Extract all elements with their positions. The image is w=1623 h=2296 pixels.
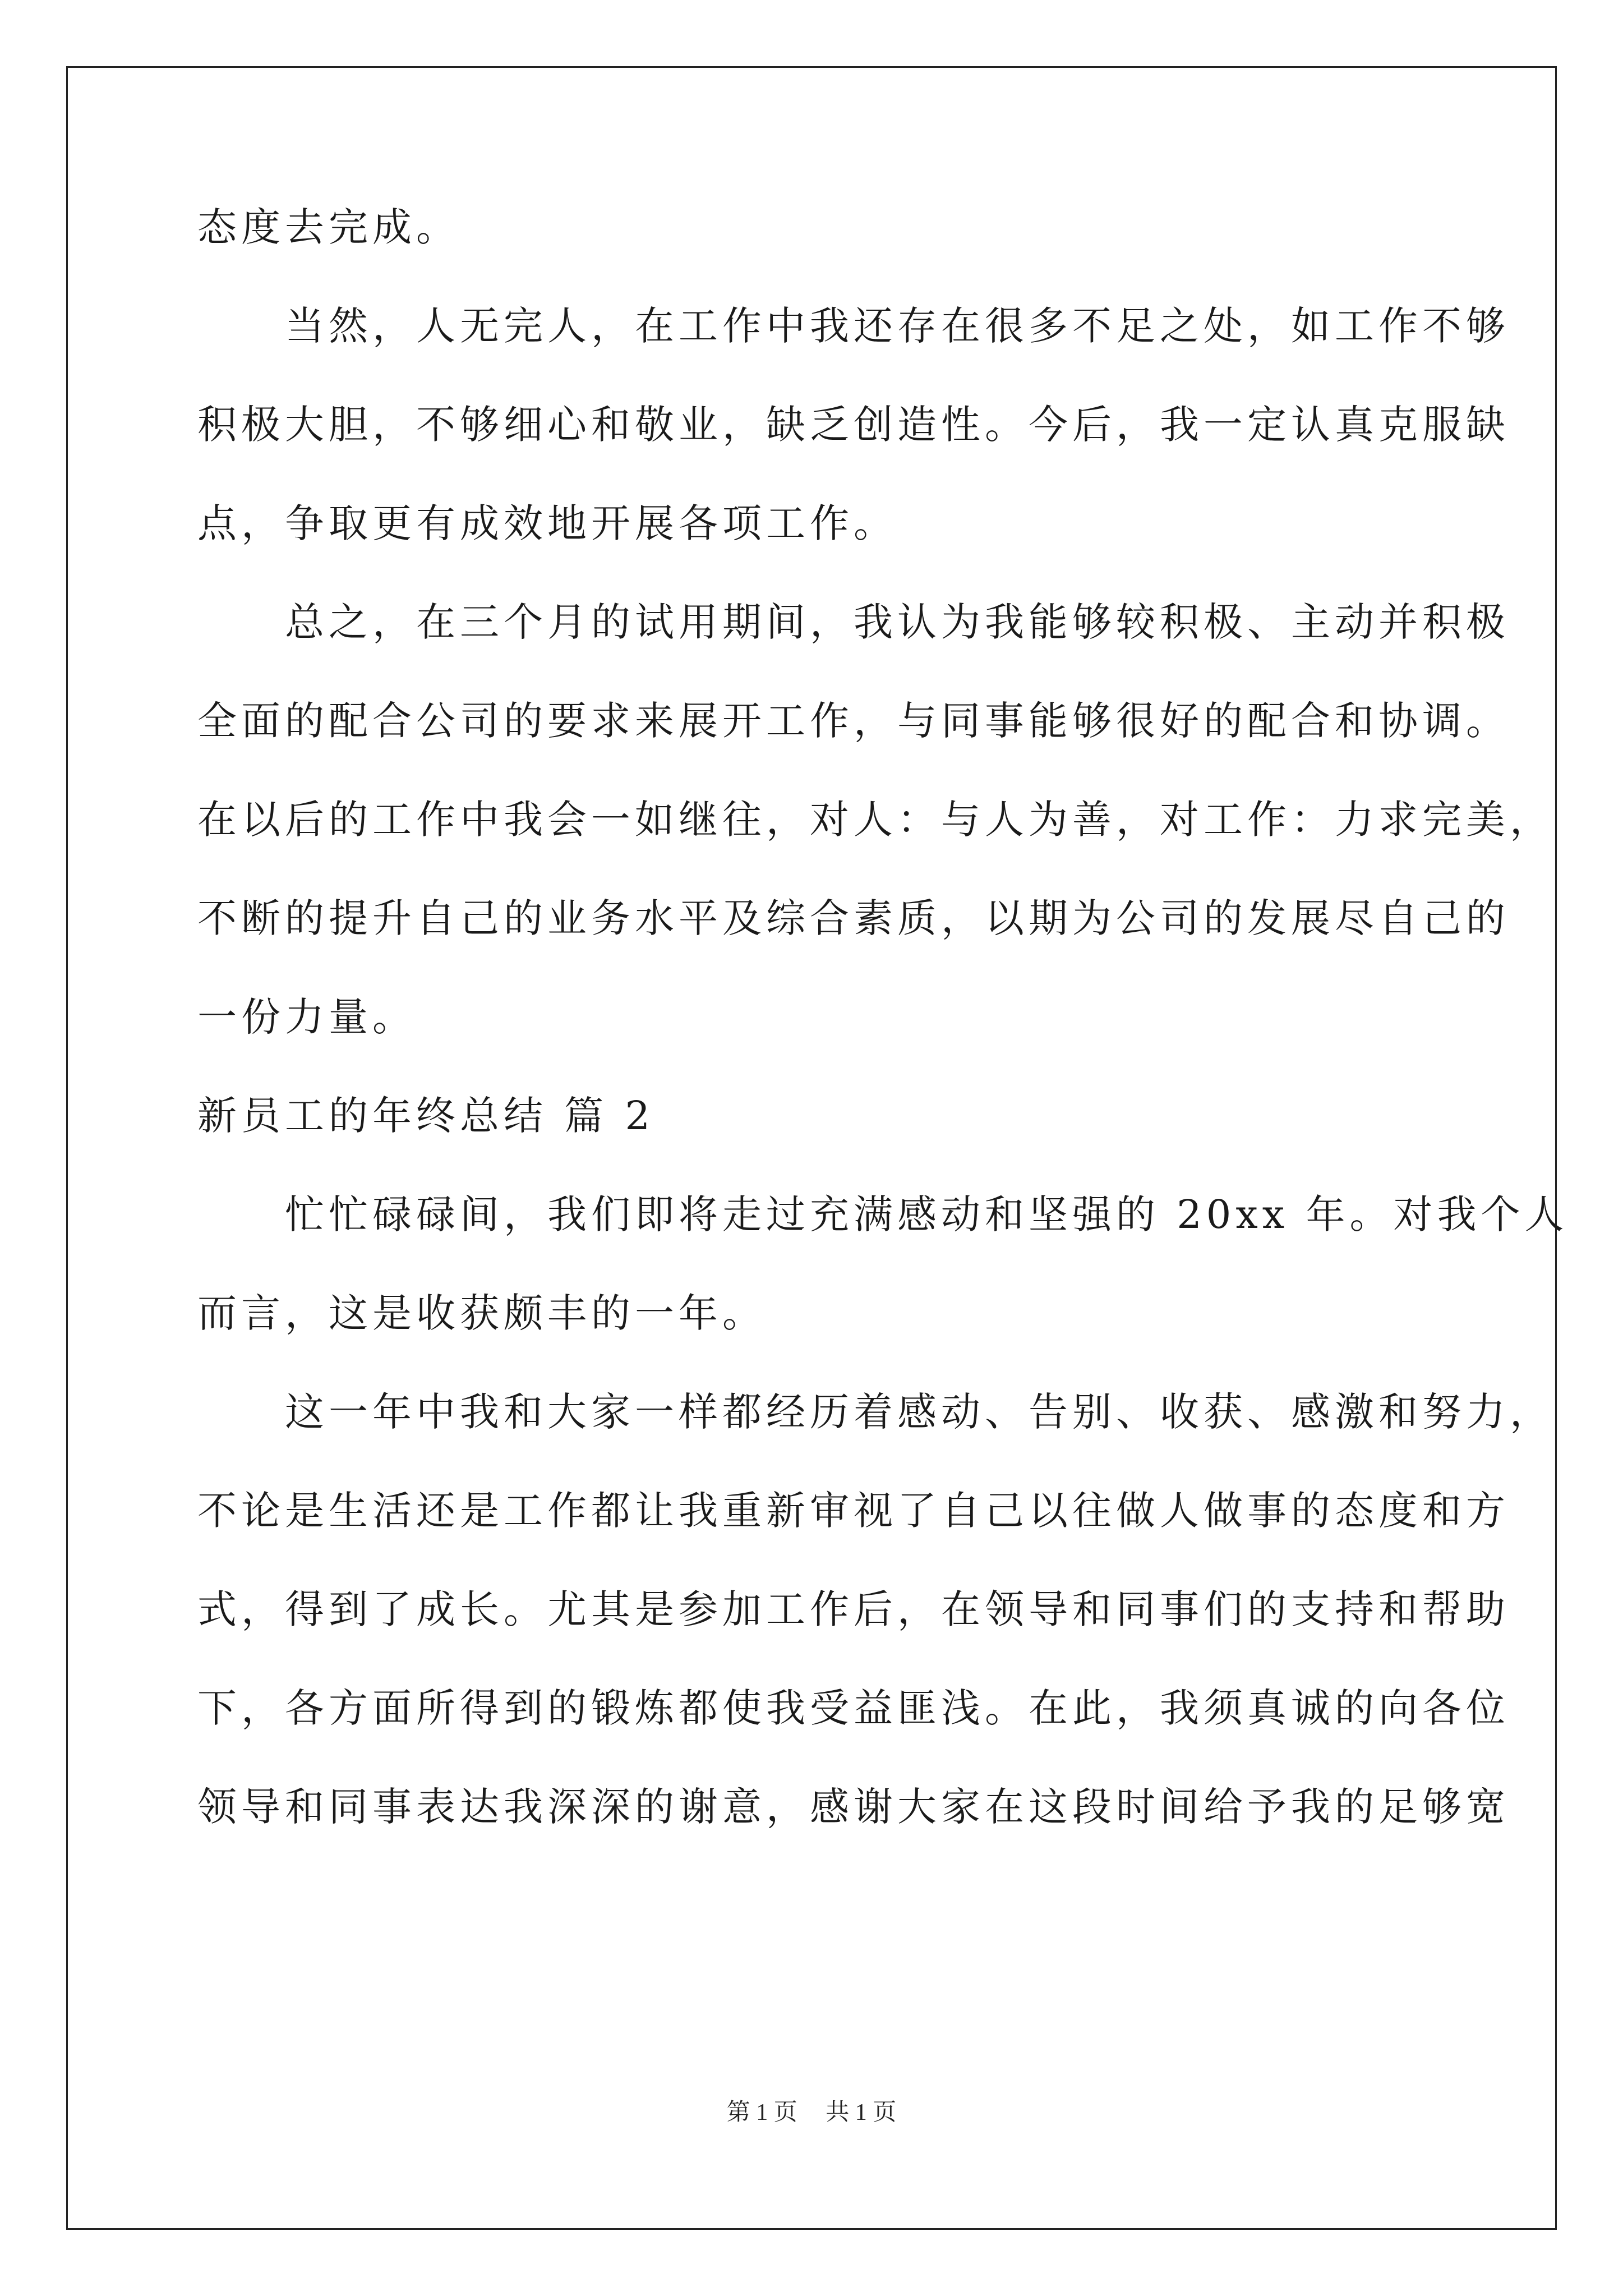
text-line: 不论是生活还是工作都让我重新审视了自己以往做人做事的态度和方 [197,1488,1510,1534]
paragraph-start-line: 总之，在三个月的试用期间，我认为我能够较积极、主动并积极 [285,599,1510,645]
paragraph-start-line: 当然，人无完人，在工作中我还存在很多不足之处，如工作不够 [285,303,1510,349]
paragraph-start-line: 这一年中我和大家一样都经历着感动、告别、收获、感激和努力， [285,1389,1553,1435]
text-line: 一份力量。 [197,994,416,1040]
text-line: 式，得到了成长。尤其是参加工作后，在领导和同事们的支持和帮助 [197,1586,1510,1632]
text-line: 态度去完成。 [197,204,460,250]
page-footer [0,2101,1623,2124]
text-line: 不断的提升自己的业务水平及综合素质，以期为公司的发展尽自己的 [197,895,1510,941]
text-line: 下，各方面所得到的锻炼都使我受益匪浅。在此，我须真诚的向各位 [197,1685,1510,1731]
text-line: 在以后的工作中我会一如继往，对人：与人为善，对工作：力求完美， [197,797,1553,843]
page-total: 共 1 页 [826,2100,897,2125]
paragraph-start-line: 忙忙碌碌间，我们即将走过充满感动和坚强的 20xx 年。对我个人 [285,1191,1569,1237]
page-number: 第 1 页 [726,2100,797,2125]
text-line: 点，争取更有成效地开展各项工作。 [197,500,897,546]
page-border [66,66,1557,2230]
text-line: 而言，这是收获颇丰的一年。 [197,1290,766,1336]
text-line: 积极大胆，不够细心和敬业，缺乏创造性。今后，我一定认真克服缺 [197,402,1510,448]
text-line: 领导和同事表达我深深的谢意，感谢大家在这段时间给予我的足够宽 [197,1784,1510,1830]
section-heading: 新员工的年终总结 篇 2 [197,1093,655,1139]
text-line: 全面的配合公司的要求来展开工作，与同事能够很好的配合和协调。 [197,698,1510,744]
